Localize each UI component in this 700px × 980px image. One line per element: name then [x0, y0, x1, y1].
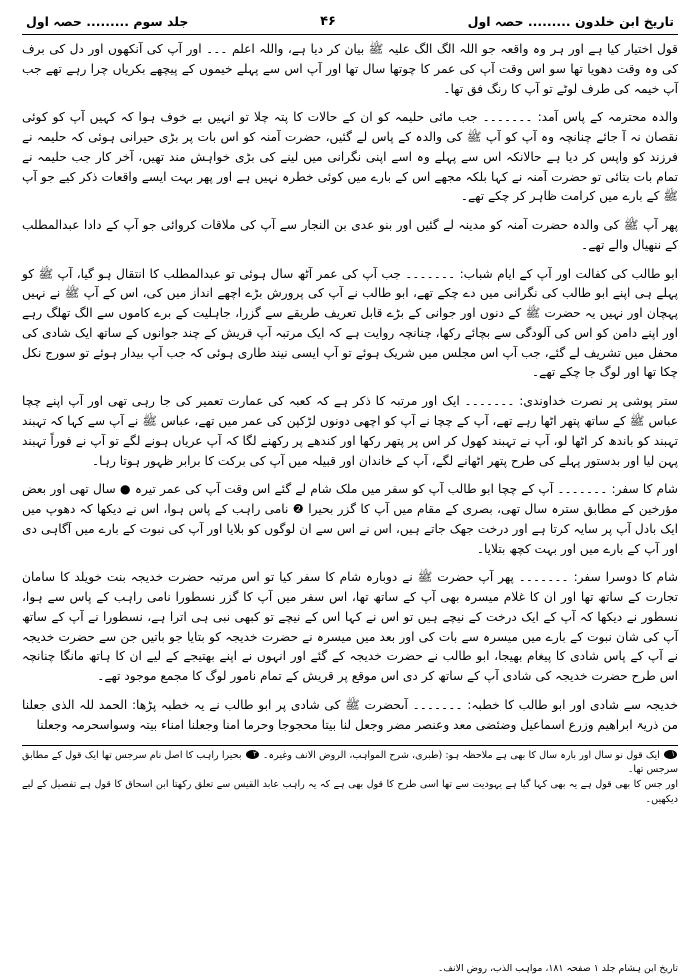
paragraph-continuation: قول اختیار کیا ہے اور ہر وہ واقعہ جو اللہ الگ الگ علیہ ﷺ بیان کر دیا ہے، واللہ اعلم ۔۔۔ اور آپ کی آنکھوں اور دل کی برف کی وہ وقت دھویا تھا سو اس وقت آپ کی عمر کا چوتھا سال تھا اور آپ اس سے پہلے خیموں کے پیچھے بکریاں چرا رہے تھے جب آپ خیمہ کی طرف لوٹے تو آپ کا رنگ فق تھا۔ [22, 42, 678, 96]
header-volume-title: جلد سوم ......... حصہ اول [26, 14, 189, 29]
footnote-source: تاریخ ابن ہشام جلد ۱ صفحہ ۱۸۱، مواہب الذب، روض الانف۔ [437, 963, 678, 974]
footnote-marker-1: ۱ [664, 750, 677, 759]
footnote-text-2: بحیرا راہب کا اصل نام سرجس تھا ایک قول کے مطابق سرجس تھا۔ [22, 749, 678, 775]
paragraph-second-syria-journey: شام کا دوسرا سفر: ۔۔۔۔۔۔۔ پھر آپ حضرت ﷺ نے دوبارہ شام کا سفر کیا تو اس مرتبہ حضرت خدیجہ بنت خویلد کا سامان تجارت کے ساتھ تھا اور ان کا غلام میسرہ بھی آپ کے ساتھ تھا، اس سفر میں آپ کا گزر نسطورا نامی راہب کے پاس سے ہوا، نسطور نے دیکھا کہ آپ کے ایک درخت کے نیچے ہیں تو اس نے کہا اس کے نیچے تو کبھی نبی ہی اترا ہے، نسطورا نے آپ کے ساتھ آپ کی شان نبوت کے بارے میں میسرہ سے بات کی اور بعد میں میسرہ نے حضرت خدیجہ کو بتایا جو باتیں جن سے حضرت خدیجہ نے آپ کے پاس شادی کا پیغام بھیجا، ابو طالب نے حضرت خدیجہ کے گئے اور انہوں نے اپنے بھتیجے کے لیے ان کا ہاتھ مانگا چنانچہ اس طرح حضرت خدیجہ کی شادی آپ کے ساتھ کر دی اس موقع پر قریش کے تمام نامور لوگ کا مجمع موجود تھے۔ [22, 570, 678, 684]
footnote-marker-2: ۲ [246, 750, 259, 759]
header-divider [22, 34, 678, 35]
paragraph-mother-visit: والدہ محترمہ کے پاس آمد: ۔۔۔۔۔۔۔ جب مائی حلیمہ کو ان کے حالات کا پتہ چلا تو انہیں بے خوف ہوا کہ کہیں آپ کو کوئی نقصان نہ آ جائے چنانچہ وہ آپ کو آپ ﷺ کی والدہ کے پاس لے گئیں، حضرت آمنہ کو اس بات پر بڑی حیرانی ہوئی کہ حلیمہ نے فرزند کو واپس کر دیا ہے حالانکہ اس سے پہلے وہ اسے اپنی نگرانی میں لینے کی بڑی خواہش مند تھیں، آخر کار جب حلیمہ نے تمام بات بتائی تو حضرت آمنہ نے کہا بلکہ مجھے اس کے بارے میں کوئی خطرہ نہیں ہے اور پھر بہت ایسے واقعات ذکر کیے جو آپ ﷺ کے بارے میں کرامت ظاہر کر چکے تھے۔ [22, 110, 678, 204]
paragraph-syria-journey: شام کا سفر: ۔۔۔۔۔۔۔ آپ کے چچا ابو طالب آپ کو سفر میں ملک شام لے گئے اس وقت آپ کی عمر تیرہ ● سال تھی اور بعض مؤرخین کے مطابق سترہ سال تھی، بصری کے مقام میں آپ کا گزر بحیرا ❷ نامی راہب کے پاس ہوا، اس نے دیکھا کہ دھوپ میں ایک بادل آپ پر سایہ کرتا ہے اور درخت جھک جاتے ہیں، اس نے اس سے ان لوگوں کو بلایا اور آپ کی نبوت کے بارے میں آگاہی دی اور آپ کے بارے میں اور بہت کچھ بتلایا۔ [22, 482, 678, 556]
footnote-divider [22, 745, 678, 746]
page-header [22, 14, 678, 31]
document-body [22, 40, 678, 736]
footnote-item-continued: اور جس کا بھی قول ہے یہ بھی کہا گیا ہے یہودیت سے تھا اسی طرح کا قول بھی ہے کہ یہ راہب عابد القیس سے تعلق رکھتا ابن اسحاق کا قول ہے تفصیل کے لیے دیکھیں۔ [22, 779, 678, 805]
paragraph-madinah-visit: پھر آپ ﷺ کی والدہ حضرت آمنہ کو مدینہ لے گئیں اور بنو عدی بن النجار سے آپ کی ملاقات کروائی جو آپ کے دادا عبدالمطلب کے ننھیال والے تھے۔ [22, 218, 678, 252]
paragraph-divine-protection: ستر پوشی پر نصرت خداوندی: ۔۔۔۔۔۔۔ ایک اور مرتبہ کا ذکر ہے کہ کعبہ کی عمارت تعمیر کی جا رہی تھی اور آپ اپنے چچا عباس ﷺ کے ساتھ پتھر اٹھا رہے تھے، آپ کے چچا نے آپ کو اچھی دونوں لڑکپن کی عمر میں تھے، عباس ﷺ نے آپ سے کہا کہ تہبند تہبند کو باندھ کر اٹھا لو، آپ نے تہبند کھول کر اس پر پتھر رکھا اور کندھے پر رکھنے لگا کہ آپ عریاں ہونے لگے تو آپ نے فوراً تہبند پہن لیا اور بدستور پہلے کی طرح پتھر اٹھانے لگے، آپ کے خاندان اور قبیلہ میں آپ کی برکت کا برابر ظہور ہوتا رہا۔ [22, 394, 678, 468]
paragraph-abu-talib-guardianship: ابو طالب کی کفالت اور آپ کے ایام شباب: ۔۔۔۔۔۔۔ جب آپ کی عمر آٹھ سال ہوئی تو عبدالمطلب کا انتقال ہو گیا، آپ ﷺ کو پہلے ہی اپنے ابو طالب کی نگرانی میں دے چکے تھے، ابو طالب نے آپ کی پرورش بڑے اچھے انداز میں کی، اس کے آپ ﷺ نے نہیں پہچان اور نہیں یہ حضرت ﷺ کے دنوں اور جوانی کے بڑے قابل تعریف طریقے سے گزرا، جاہلیت کے برے کاموں سے الگ تھلگ رہے اور اپنے دامن کو اس کی آلودگی سے بچائے رکھا، چنانچہ روایت ہے کہ ایک مرتبہ آپ قریش کے چند جوانوں کے ساتھ ایک شادی کی محفل میں تشریف لے گئے، جب آپ اس مجلس میں شریک ہوئے تو آپ ایسی نیند طاری ہوئی کہ جب آپ بیدار ہوئے تو سورج نکل چکا تھا اور لوگ جا چکے تھے۔ [22, 266, 678, 380]
paragraph-khadijah-marriage: خدیجہ سے شادی اور ابو طالب کا خطبہ: ۔۔۔۔۔۔۔ آںحضرت ﷺ کی شادی پر ابو طالب نے یہ خطبہ پڑھا: الحمد للہ الذی جعلنا من ذریۃ ابراھیم وزرع اسماعیل وضئضی معد وعنصر مضر وجعل لنا بیتا محجوجا وحرما امنا وجعلنا امناء بیتہ وسواسحرمہ وجعلنا [22, 697, 678, 732]
footnotes-section [22, 749, 678, 808]
page-number: ۴۶ [320, 14, 336, 29]
footnote-item [22, 749, 678, 778]
header-book-title: تاریخ ابن خلدون ......... حصہ اول [467, 14, 674, 29]
footnote-text-1: ایک قول نو سال اور بارہ سال کا بھی ہے ملاحظہ ہو: (طبری، شرح المواہب، الروض الانف وغیرہ۔ [262, 749, 660, 761]
